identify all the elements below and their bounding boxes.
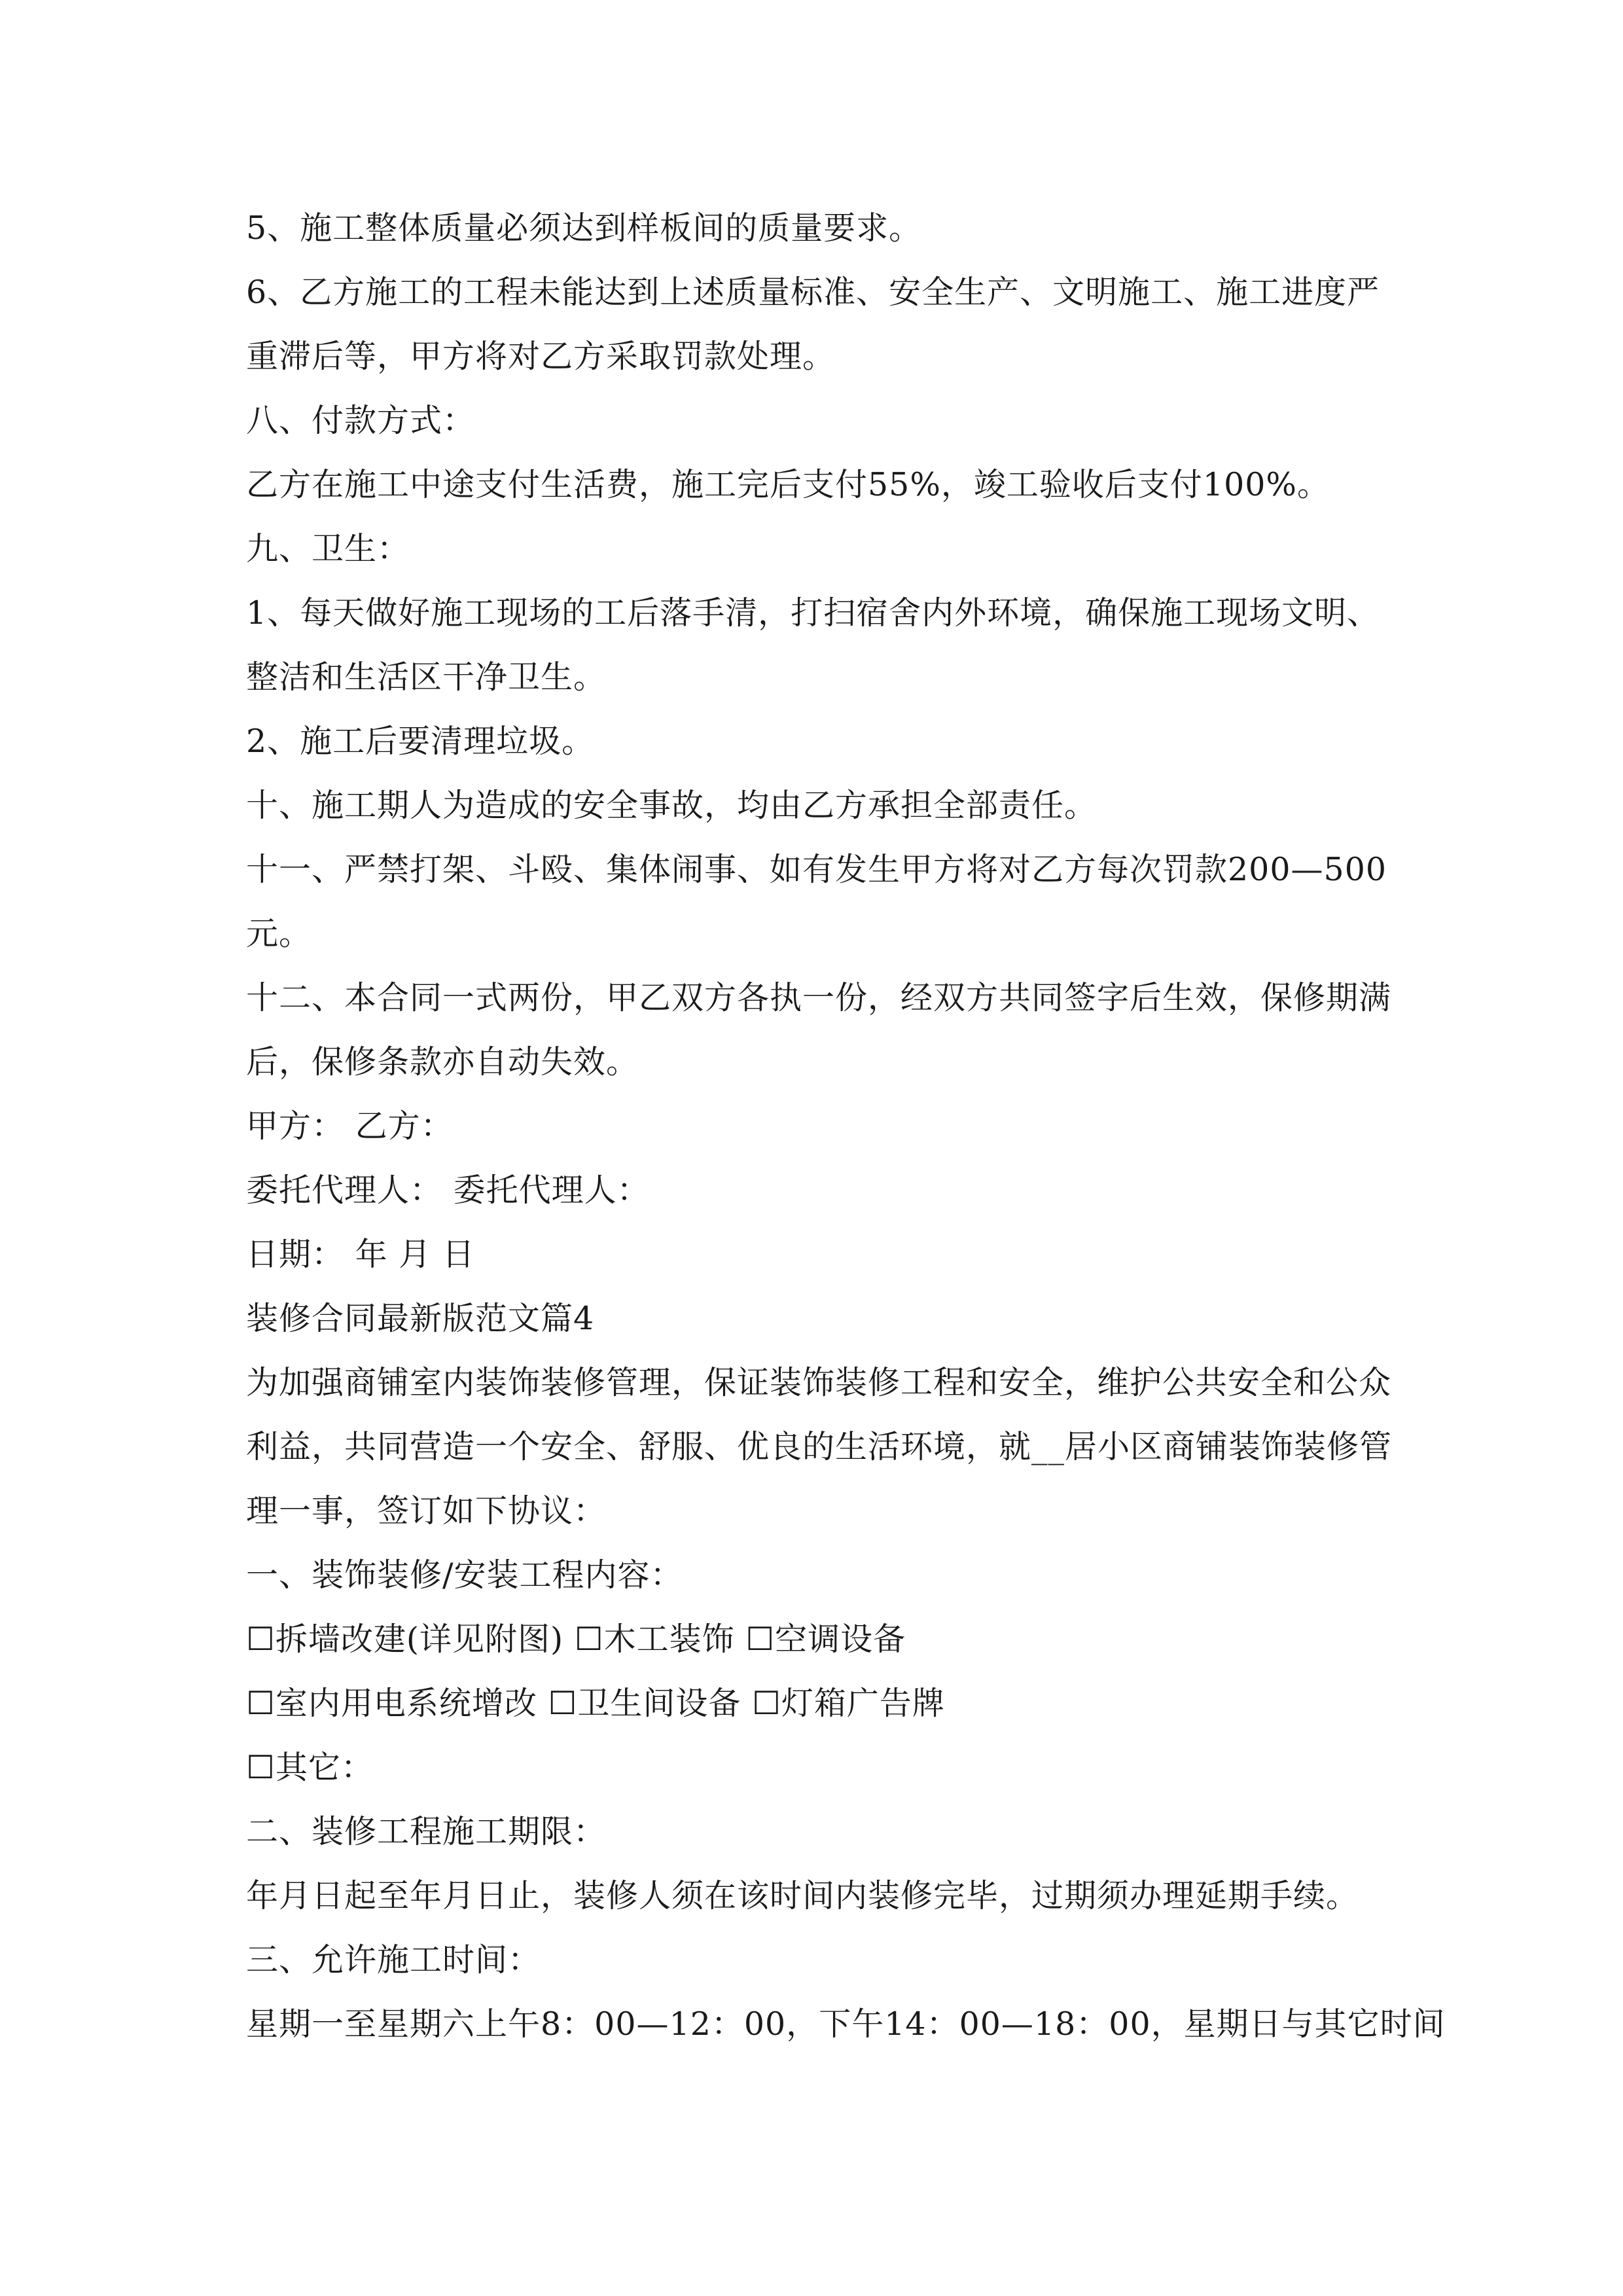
section-11-cont: 元。 [246, 915, 312, 952]
preamble-line-2: 利益，共同营造一个安全、舒服、优良的生活环境，就__居小区商铺装饰装修管 [246, 1428, 1393, 1465]
section-3-heading: 三、允许施工时间： [246, 1941, 541, 1979]
section-9-item-1: 1、每天做好施工现场的工后落手清，打扫宿舍内外环境，确保施工现场文明、 [246, 594, 1380, 632]
article-title: 装修合同最新版范文篇4 [246, 1300, 595, 1337]
clause-6-penalty-cont: 重滞后等，甲方将对乙方采取罚款处理。 [246, 338, 836, 375]
document-body [246, 196, 1446, 2056]
section-1-heading: 一、装饰装修/安装工程内容： [246, 1556, 683, 1594]
section-12: 十二、本合同一式两份，甲乙双方各执一份，经双方共同签字后生效，保修期满 [246, 979, 1392, 1016]
section-2-period: 年月日起至年月日止，装修人须在该时间内装修完毕，过期须办理延期手续。 [246, 1877, 1359, 1914]
preamble-line-3: 理一事，签订如下协议： [246, 1492, 607, 1530]
section-12-cont: 后，保修条款亦自动失效。 [246, 1043, 639, 1081]
preamble-line-1: 为加强商铺室内装饰装修管理，保证装饰装修工程和安全，维护公共安全和公众 [246, 1364, 1392, 1401]
section-10: 十、施工期人为造成的安全事故，均由乙方承担全部责任。 [246, 787, 1097, 824]
clause-5-quality: 5、施工整体质量必须达到样板间的质量要求。 [246, 209, 922, 247]
checkbox-row-3: ☐其它： [246, 1749, 374, 1786]
section-9-item-2: 2、施工后要清理垃圾。 [246, 723, 595, 760]
section-8-payment: 乙方在施工中途支付生活费，施工完后支付55%，竣工验收后支付100%。 [246, 466, 1330, 503]
checkbox-row-1: ☐拆墙改建(详见附图) ☐木工装饰 ☐空调设备 [246, 1621, 906, 1658]
section-9-heading: 九、卫生： [246, 530, 410, 567]
section-9-item-1-cont: 整洁和生活区干净卫生。 [246, 658, 607, 696]
section-8-heading: 八、付款方式： [246, 402, 476, 439]
signature-date: 日期： 年 月 日 [246, 1236, 475, 1273]
signature-agents: 委托代理人： 委托代理人： [246, 1172, 650, 1209]
clause-6-penalty: 6、乙方施工的工程未能达到上述质量标准、安全生产、文明施工、施工进度严 [246, 274, 1380, 311]
section-3-hours: 星期一至星期六上午8：00—12：00，下午14：00—18：00，星期日与其它时间 [246, 2005, 1446, 2043]
section-2-heading: 二、装修工程施工期限： [246, 1813, 607, 1850]
signature-parties: 甲方： 乙方： [246, 1107, 454, 1145]
checkbox-row-2: ☐室内用电系统增改 ☐卫生间设备 ☐灯箱广告牌 [246, 1685, 945, 1722]
section-11: 十一、严禁打架、斗殴、集体闹事、如有发生甲方将对乙方每次罚款200—500 [246, 851, 1387, 888]
